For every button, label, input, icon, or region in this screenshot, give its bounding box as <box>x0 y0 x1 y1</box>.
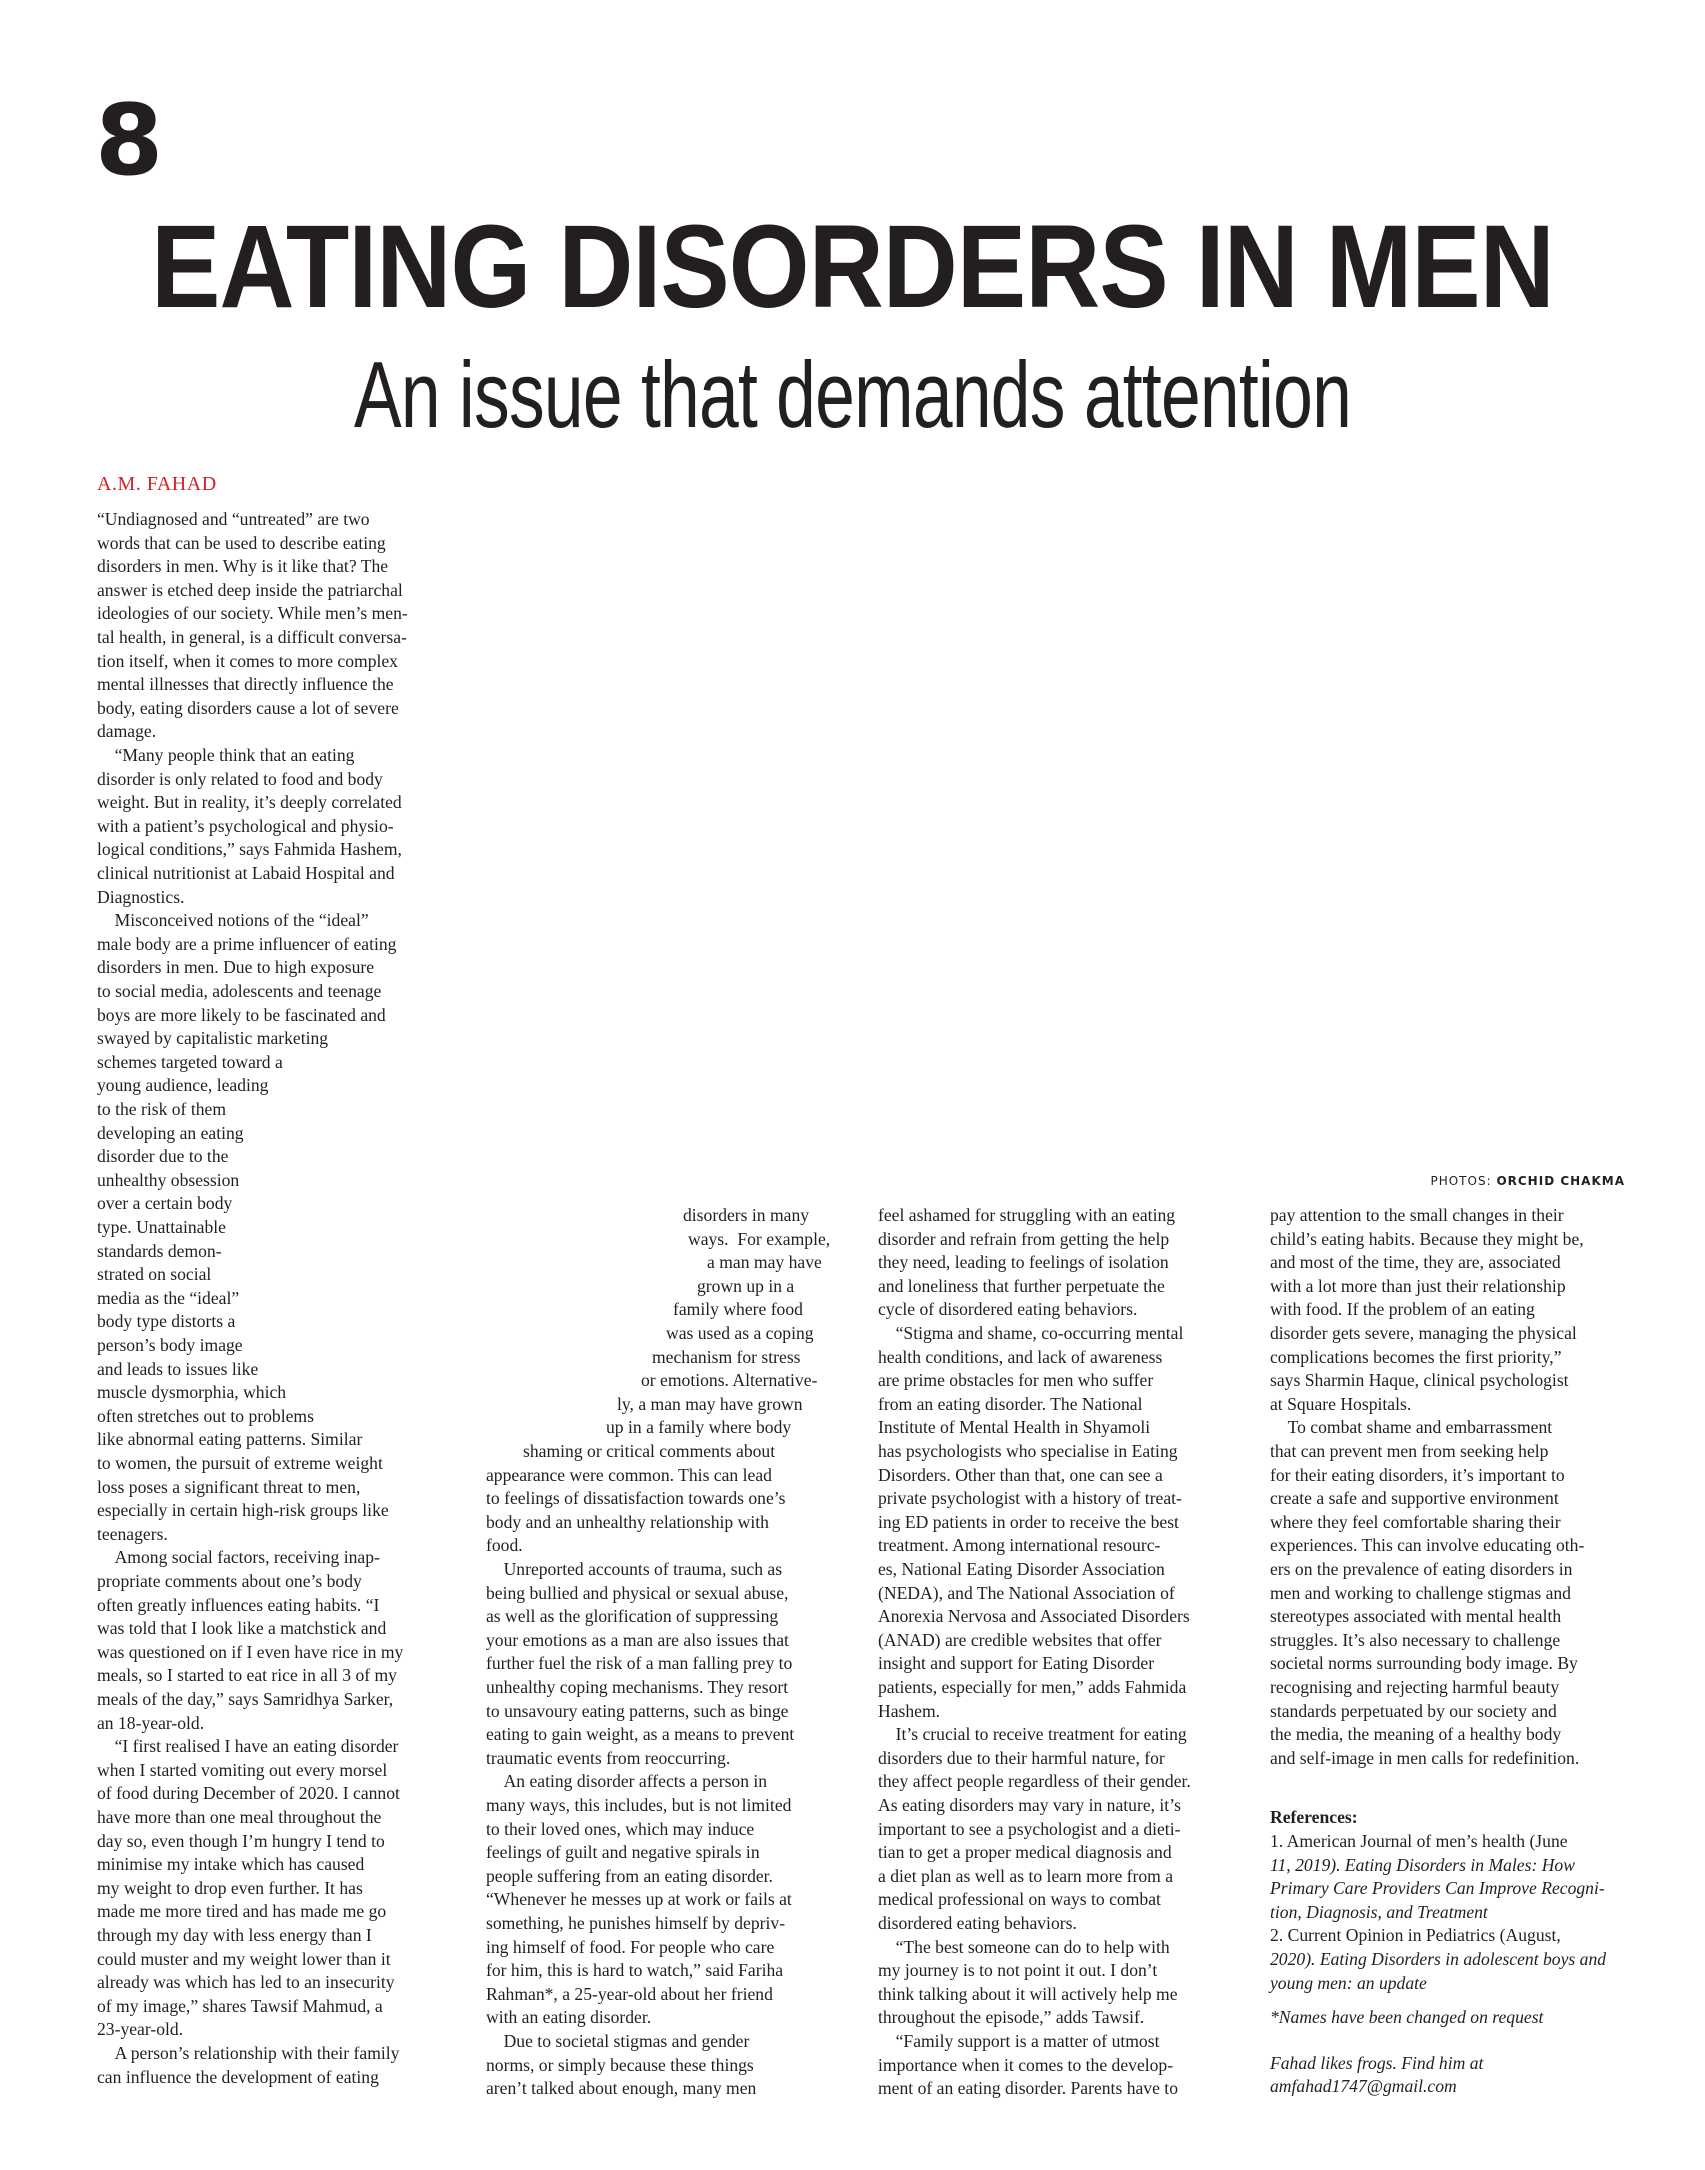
article-line: disorder is only related to food and body <box>97 768 383 789</box>
article-line: think talking about it will actively help me <box>878 1983 1178 2004</box>
article-line: where they feel comfortable sharing their <box>1270 1511 1561 1532</box>
article-line: Due to societal stigmas and gender <box>486 2031 750 2051</box>
article-line: when I started vomiting out every morsel <box>97 1759 388 1780</box>
photo-credit-name: ORCHID CHAKMA <box>1496 1174 1625 1188</box>
article-line: male body are a prime influencer of eating <box>97 933 397 954</box>
article-line: words that can be used to describe eating <box>97 532 386 553</box>
article-line: ly, a man may have grown <box>617 1393 803 1414</box>
article-line: Diagnostics. <box>97 886 185 907</box>
article-line: standards perpetuated by our society and <box>1270 1700 1557 1721</box>
article-line: answer is etched deep inside the patriarchal <box>97 579 403 600</box>
article-line: to feelings of dissatisfaction towards one’s <box>486 1488 786 1509</box>
photo-area <box>470 480 1640 1160</box>
article-line: “Many people think that an eating <box>97 745 355 765</box>
article-line: many ways, this includes, but is not limited <box>486 1795 792 1815</box>
article-line: To combat shame and embarrassment <box>1270 1417 1553 1438</box>
reference-line: 1. American Journal of men’s health (June <box>1270 1831 1568 1851</box>
article-line: treatment. Among international resourc- <box>878 1535 1161 1556</box>
article-line: societal norms surrounding body image. By <box>1270 1653 1578 1674</box>
article-line: ment of an eating disorder. Parents have to <box>878 2078 1178 2099</box>
article-line: “Undiagnosed and “untreated” are two <box>97 509 370 529</box>
article-line: often stretches out to problems <box>97 1405 314 1426</box>
article-line: disorder gets severe, managing the physical <box>1270 1323 1577 1343</box>
article-line: with a patient’s psychological and physio- <box>97 815 394 836</box>
article-line: a diet plan as well as to learn more from a <box>878 1865 1174 1886</box>
name-change-note: *Names have been changed on request <box>1270 2007 1544 2027</box>
article-line: patients, especially for men,” adds Fahmida <box>878 1677 1187 1697</box>
article-line: standards demon- <box>97 1240 222 1261</box>
article-line: schemes targeted toward a <box>97 1051 283 1072</box>
article-line: experiences. This can involve educating oth- <box>1270 1535 1585 1556</box>
article-line: with food. If the problem of an eating <box>1270 1299 1535 1320</box>
article-line: ers on the prevalence of eating disorders in <box>1270 1559 1573 1579</box>
article-line: recognising and rejecting harmful beauty <box>1270 1677 1560 1697</box>
article-line: was questioned on if I even have rice in my <box>97 1641 404 1662</box>
article-line: Disorders. Other than that, one can see a <box>878 1464 1163 1485</box>
article-line: to the risk of them <box>97 1099 226 1119</box>
article-line: as well as the glorification of suppressing <box>486 1606 779 1627</box>
article-line: something, he punishes himself by depriv- <box>486 1913 786 1933</box>
article-line: disorder and refrain from getting the help <box>878 1228 1170 1249</box>
article-line: weight. But in reality, it’s deeply correlated <box>97 792 402 813</box>
article-line: my weight to drop even further. It has <box>97 1877 363 1898</box>
article-line: says Sharmin Haque, clinical psychologist <box>1270 1370 1569 1391</box>
article-line: through my day with less energy than I <box>97 1925 372 1945</box>
article-line: important to see a psychologist and a dieti- <box>878 1818 1181 1839</box>
article-line: mechanism for stress <box>652 1346 801 1367</box>
article-line: day so, even though I’m hungry I tend to <box>97 1830 385 1851</box>
article-line: or emotions. Alternative- <box>641 1370 818 1391</box>
article-line: disorder due to the <box>97 1146 229 1167</box>
headline: EATING DISORDERS IN MEN <box>151 201 1554 333</box>
author-bio-line-2: amfahad1747@gmail.com <box>1270 2076 1457 2096</box>
article-line: body type distorts a <box>97 1311 236 1332</box>
article-line: for him, this is hard to watch,” said Fariha <box>486 1960 784 1981</box>
article-line: importance when it comes to the develop- <box>878 2054 1174 2075</box>
article-line: muscle dysmorphia, which <box>97 1382 287 1403</box>
article-line: (NEDA), and The National Association of <box>878 1582 1175 1603</box>
article-line: tian to get a proper medical diagnosis and <box>878 1842 1172 1863</box>
article-line: was told that I look like a matchstick and <box>97 1618 387 1639</box>
article-line: Institute of Mental Health in Shyamoli <box>878 1417 1151 1438</box>
article-line: person’s body image <box>97 1335 243 1355</box>
article-line: especially in certain high-risk groups like <box>97 1500 389 1521</box>
article-line: up in a family where body <box>606 1417 792 1438</box>
article-line: teenagers. <box>97 1523 168 1544</box>
article-line: body, eating disorders cause a lot of severe <box>97 697 399 718</box>
article-line: at Square Hospitals. <box>1270 1393 1412 1414</box>
article-line: they need, leading to feelings of isolation <box>878 1252 1169 1273</box>
article-line: child’s eating habits. Because they might be, <box>1270 1228 1584 1249</box>
article-line: minimise my intake which has caused <box>97 1854 365 1875</box>
byline: A.M. FAHAD <box>97 473 217 495</box>
article-line: they affect people regardless of their gender. <box>878 1771 1191 1792</box>
article-line: It’s crucial to receive treatment for eating <box>878 1724 1187 1745</box>
article-line: eating to gain weight, as a means to prevent <box>486 1724 795 1745</box>
article-line: from an eating disorder. The National <box>878 1393 1143 1414</box>
article-line: clinical nutritionist at Labaid Hospital and <box>97 863 395 883</box>
article-line: throughout the episode,” adds Tawsif. <box>878 2007 1145 2028</box>
reference-line: 2. Current Opinion in Pediatrics (August, <box>1270 1925 1561 1946</box>
article-line: unhealthy obsession <box>97 1169 240 1190</box>
article-line: to women, the pursuit of extreme weight <box>97 1453 383 1473</box>
article-line: to social media, adolescents and teenage <box>97 981 382 1001</box>
article-line: to their loved ones, which may induce <box>486 1818 755 1839</box>
article-line: private psychologist with a history of treat- <box>878 1488 1182 1509</box>
article-line: ideologies of our society. While men’s men- <box>97 603 408 624</box>
article-line: your emotions as a man are also issues that <box>486 1629 789 1650</box>
article-line: over a certain body <box>97 1193 233 1214</box>
article-line: “Whenever he messes up at work or fails at <box>486 1889 792 1910</box>
article-line: ing ED patients in order to receive the best <box>878 1511 1179 1532</box>
article-line: an 18-year-old. <box>97 1712 205 1733</box>
article-line: “Family support is a matter of utmost <box>878 2031 1160 2051</box>
article-line: can influence the development of eating <box>97 2066 379 2087</box>
article-line: meals, so I started to eat rice in all 3 of my <box>97 1665 397 1686</box>
article-line: further fuel the risk of a man falling prey to <box>486 1653 793 1674</box>
article-line: medical professional on ways to combat <box>878 1889 1161 1910</box>
article-line: men and working to challenge stigmas and <box>1270 1582 1571 1603</box>
article-line: Among social factors, receiving inap- <box>97 1547 380 1568</box>
article-line: being bullied and physical or sexual abuse, <box>486 1582 789 1603</box>
article-line: and most of the time, they are, associated <box>1270 1252 1561 1273</box>
article-line: food. <box>486 1535 523 1556</box>
photo-credit <box>1430 1174 1625 1188</box>
article-line: disordered eating behaviors. <box>878 1913 1077 1933</box>
reference-line: 11, 2019). Eating Disorders in Males: How <box>1270 1854 1575 1875</box>
article-line: tal health, in general, is a difficult conversa- <box>97 627 407 647</box>
article-line: like abnormal eating patterns. Similar <box>97 1429 363 1450</box>
article-line: swayed by capitalistic marketing <box>97 1028 329 1049</box>
article-line: family where food <box>673 1299 803 1320</box>
page-number: 8 <box>95 84 164 198</box>
article-line: and self-image in men calls for redefinition. <box>1270 1747 1580 1768</box>
article-line: health conditions, and lack of awareness <box>878 1346 1163 1367</box>
article-line: a man may have <box>707 1252 822 1273</box>
article-line: logical conditions,” says Fahmida Hashem, <box>97 839 402 860</box>
article-line: damage. <box>97 721 157 742</box>
article-line: grown up in a <box>697 1275 795 1296</box>
article-line: 23-year-old. <box>97 2019 184 2040</box>
article-line: disorders in many <box>683 1205 810 1225</box>
article-line: disorders in men. Due to high exposure <box>97 957 375 978</box>
article-line: my journey is to not point it out. I don’t <box>878 1960 1158 1981</box>
article-line: traumatic events from reoccurring. <box>486 1747 731 1768</box>
article-line: already was which has led to an insecurity <box>97 1972 395 1993</box>
article-line: type. Unattainable <box>97 1217 226 1237</box>
article-line: “Stigma and shame, co-occurring mental <box>878 1323 1184 1343</box>
article-line: meals of the day,” says Samridhya Sarker, <box>97 1689 394 1709</box>
article-line: mental illnesses that directly influence the <box>97 674 394 695</box>
article-line: propriate comments about one’s body <box>97 1571 362 1591</box>
article-line: and loneliness that further perpetuate the <box>878 1275 1165 1296</box>
article-line: Unreported accounts of trauma, such as <box>486 1559 783 1579</box>
article-line: Rahman*, a 25-year-old about her friend <box>486 1983 773 2004</box>
article-line: create a safe and supportive environment <box>1270 1488 1559 1509</box>
article-line: “I first realised I have an eating disorder <box>97 1736 399 1757</box>
article-line: made me more tired and has made me go <box>97 1901 387 1922</box>
article-line: norms, or simply because these things <box>486 2054 754 2075</box>
article-line: to unsavoury eating patterns, such as binge <box>486 1700 789 1721</box>
article-line: Hashem. <box>878 1700 941 1721</box>
article-line: unhealthy coping mechanisms. They resort <box>486 1677 789 1697</box>
photo-credit-label: PHOTOS: <box>1430 1174 1492 1188</box>
reference-line: tion, Diagnosis, and Treatment <box>1270 1901 1488 1922</box>
article-line: that can prevent men from seeking help <box>1270 1441 1549 1461</box>
article-line: for their eating disorders, it’s important to <box>1270 1464 1565 1485</box>
article-line: and leads to issues like <box>97 1358 259 1379</box>
article-line: feelings of guilt and negative spirals in <box>486 1842 760 1863</box>
article-line: An eating disorder affects a person in <box>486 1771 768 1792</box>
article-line: aren’t talked about enough, many men <box>486 2078 757 2099</box>
article-line: appearance were common. This can lead <box>486 1464 772 1485</box>
article-line: strated on social <box>97 1264 212 1285</box>
article-line: “The best someone can do to help with <box>878 1936 1170 1957</box>
article-line: of food during December of 2020. I cannot <box>97 1783 400 1804</box>
article-line: boys are more likely to be fascinated and <box>97 1004 386 1025</box>
article-line: Anorexia Nervosa and Associated Disorders <box>878 1606 1190 1627</box>
article-line: cycle of disordered eating behaviors. <box>878 1299 1138 1320</box>
article-line: disorders due to their harmful nature, for <box>878 1747 1165 1768</box>
reference-line: 2020). Eating Disorders in adolescent boys and <box>1270 1949 1607 1969</box>
article-line: stereotypes associated with mental health <box>1270 1606 1562 1627</box>
author-bio-line-1: Fahad likes frogs. Find him at <box>1270 2053 1484 2073</box>
article-line: loss poses a significant threat to men, <box>97 1476 361 1497</box>
article-line: pay attention to the small changes in their <box>1270 1205 1564 1225</box>
article-line: As eating disorders may vary in nature, it’s <box>878 1795 1181 1815</box>
article-line: often greatly influences eating habits. “I <box>97 1594 380 1615</box>
article-line: Misconceived notions of the “ideal” <box>97 910 369 931</box>
article-line: have more than one meal throughout the <box>97 1807 382 1827</box>
article-line: ing himself of food. For people who care <box>486 1936 775 1957</box>
article-line: with a lot more than just their relationship <box>1270 1275 1566 1296</box>
article-line: the media, the meaning of a healthy body <box>1270 1724 1562 1745</box>
article-line: was used as a coping <box>666 1323 814 1343</box>
article-line: could muster and my weight lower than it <box>97 1948 391 1969</box>
article-line: disorders in men. Why is it like that? The <box>97 556 389 577</box>
article-line: tion itself, when it comes to more complex <box>97 650 398 671</box>
article-line: of my image,” shares Tawsif Mahmud, a <box>97 1995 383 2016</box>
article-line: (ANAD) are credible websites that offer <box>878 1629 1162 1650</box>
article-line: people suffering from an eating disorder. <box>486 1865 773 1886</box>
article-line: young audience, leading <box>97 1075 269 1096</box>
article-line: ways. For example, <box>688 1228 831 1249</box>
article-line: has psychologists who specialise in Eating <box>878 1441 1178 1461</box>
article-line: media as the “ideal” <box>97 1287 240 1308</box>
article-line: struggles. It’s also necessary to challenge <box>1270 1629 1561 1650</box>
article-line: complications becomes the first priority,” <box>1270 1346 1562 1367</box>
article-line: insight and support for Eating Disorder <box>878 1653 1155 1674</box>
article-line: A person’s relationship with their family <box>97 2043 400 2063</box>
article-line: are prime obstacles for men who suffer <box>878 1370 1154 1391</box>
reference-line: Primary Care Providers Can Improve Recogni- <box>1270 1878 1605 1899</box>
article-line: body and an unhealthy relationship with <box>486 1511 769 1532</box>
reference-line: young men: an update <box>1270 1972 1427 1993</box>
article-line: shaming or critical comments about <box>523 1441 776 1461</box>
subheadline: An issue that demands attention <box>353 342 1352 447</box>
references-heading: References: <box>1270 1807 1358 1827</box>
article-line: developing an eating <box>97 1122 244 1143</box>
article-line: feel ashamed for struggling with an eating <box>878 1205 1176 1225</box>
article-line: es, National Eating Disorder Association <box>878 1559 1165 1579</box>
article-line: with an eating disorder. <box>486 2007 652 2028</box>
